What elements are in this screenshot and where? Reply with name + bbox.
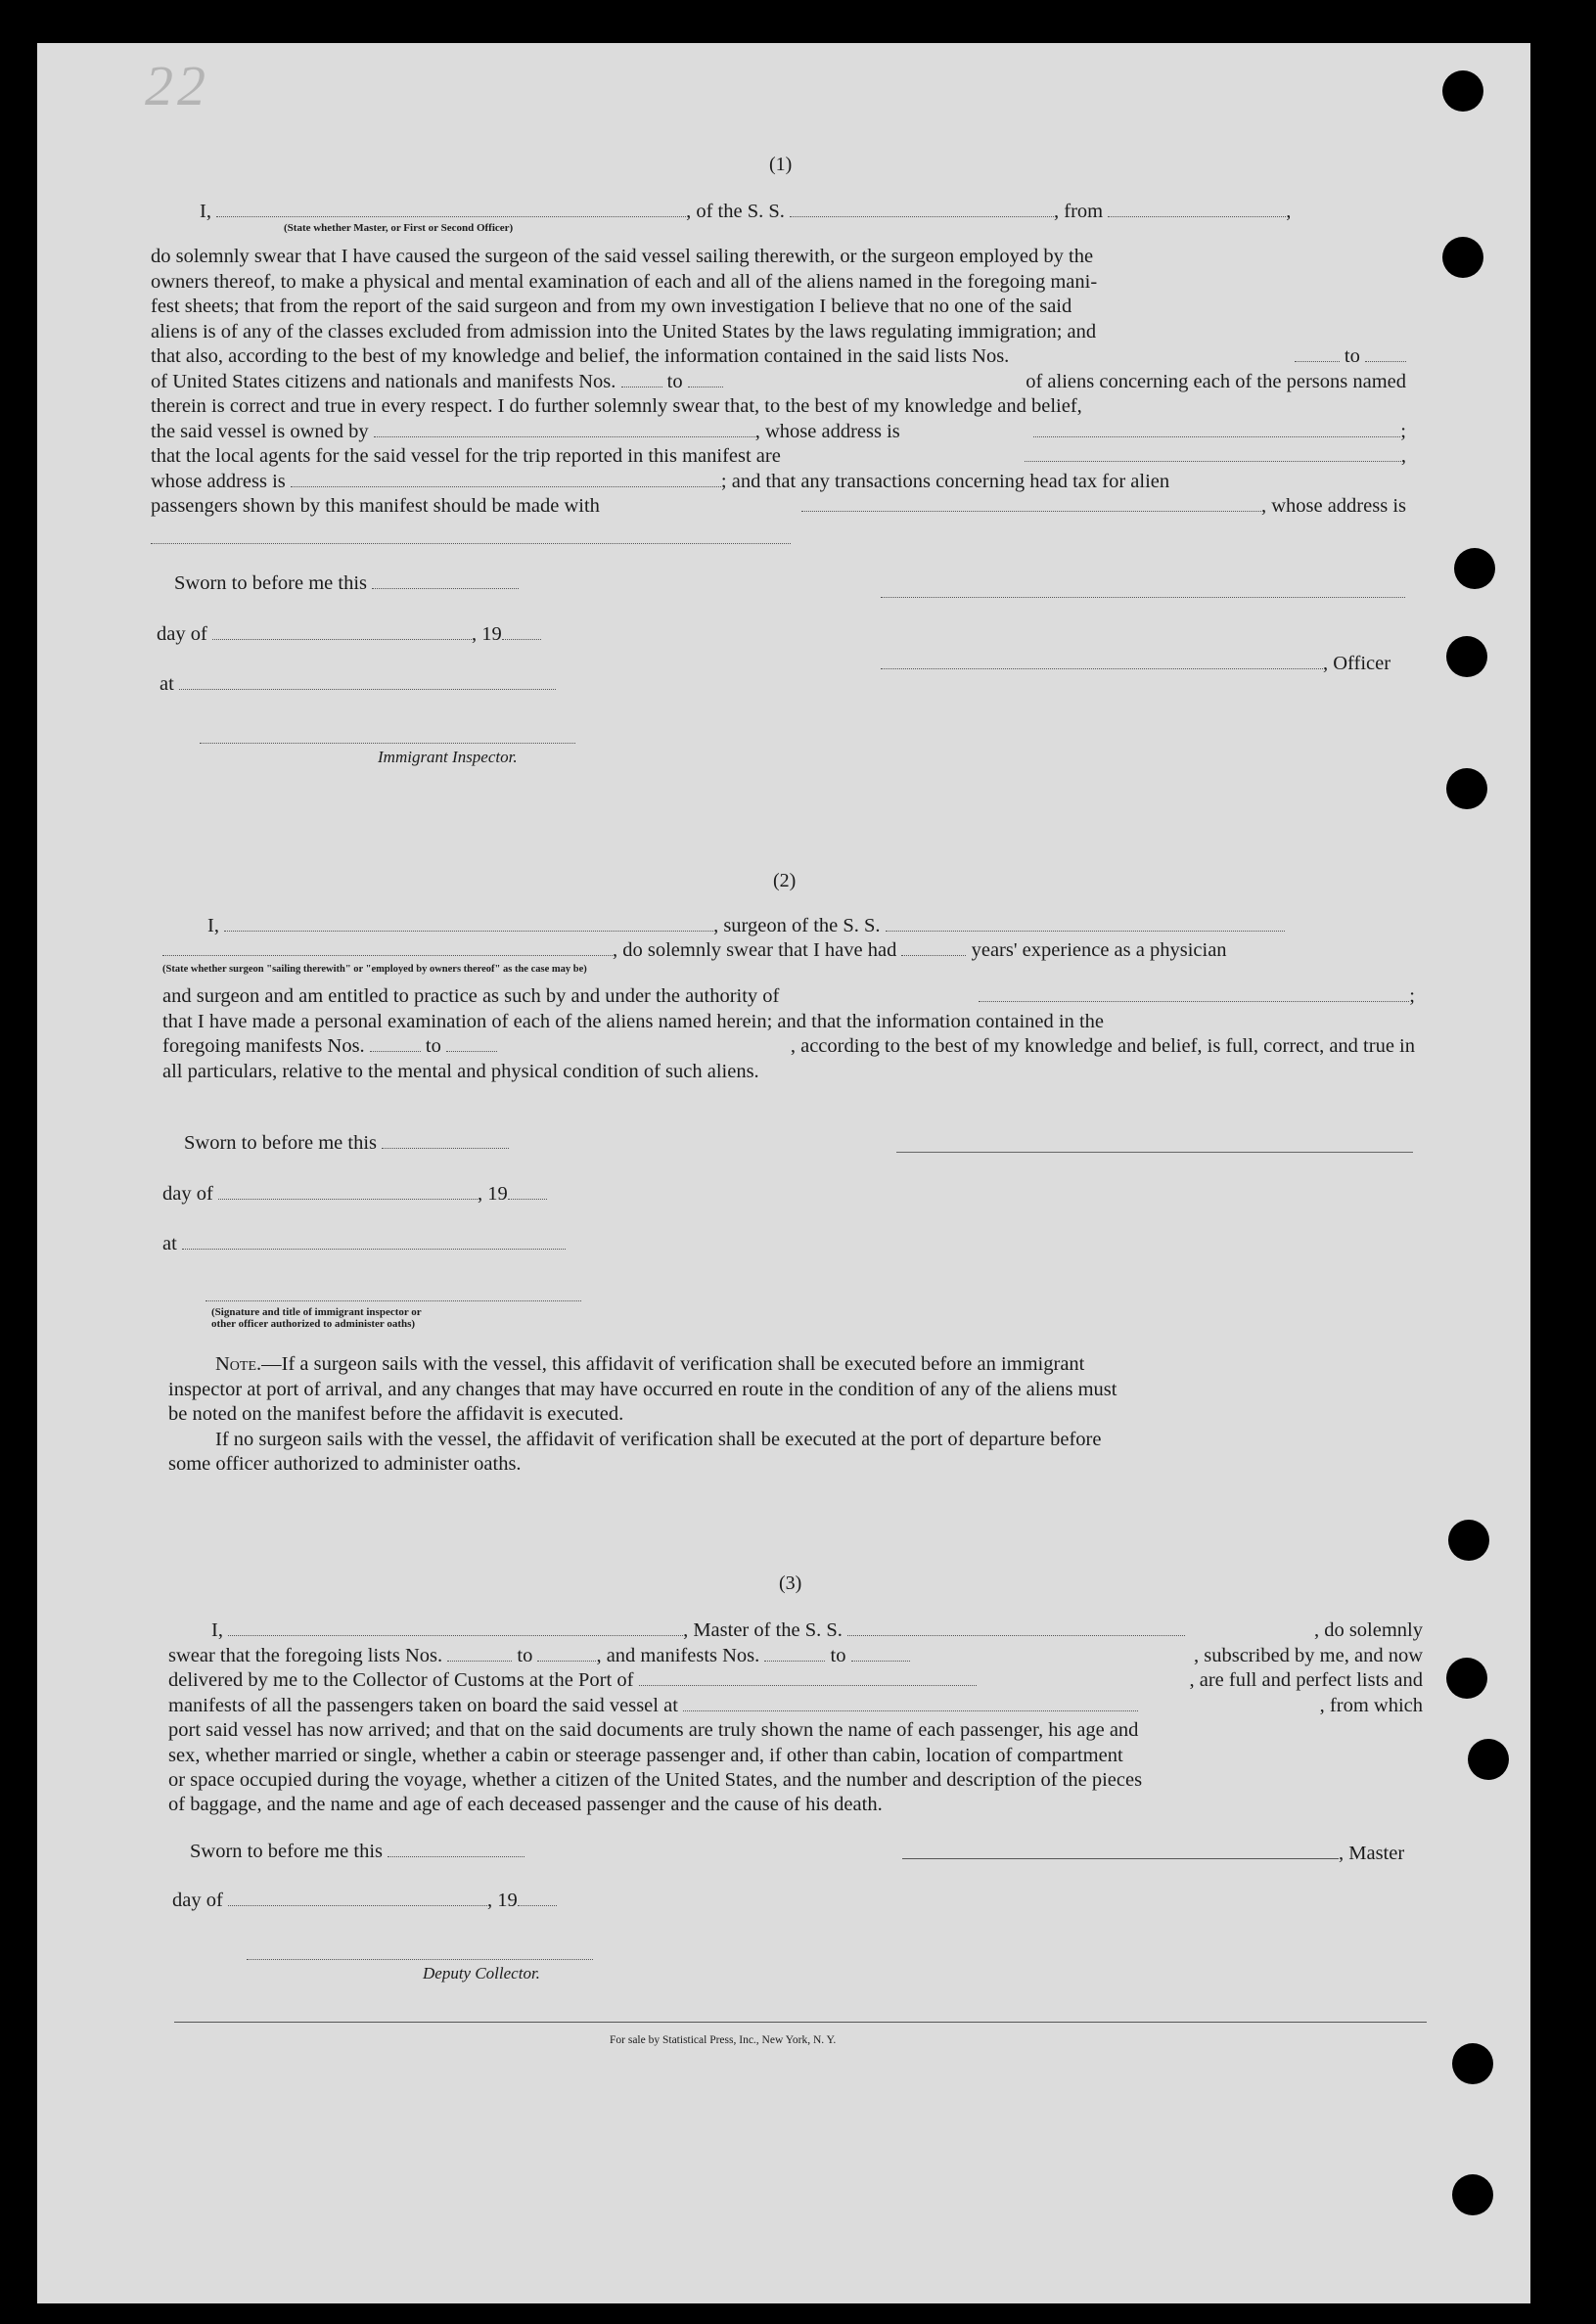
s1-line-1: I, , of the S. S. , from , bbox=[200, 201, 1292, 222]
s1-officer-signature-line[interactable] bbox=[881, 597, 1405, 598]
s2-month-blank[interactable] bbox=[218, 1183, 478, 1200]
s2-body bbox=[162, 984, 1415, 1084]
punch-hole bbox=[1452, 2043, 1493, 2084]
s1-sworn-date-blank[interactable] bbox=[372, 572, 519, 589]
head-tax-address-line[interactable] bbox=[151, 543, 791, 544]
punch-hole bbox=[1448, 1520, 1489, 1561]
s1-officer-title-blank[interactable] bbox=[881, 653, 1323, 669]
s1-line: aliens is of any of the classes excluded from admission into the United States by the laws regulating immigration; and bbox=[151, 320, 1097, 342]
s3-manifest-from-blank[interactable] bbox=[764, 1645, 825, 1662]
s3-vessel-blank[interactable] bbox=[847, 1619, 1185, 1636]
s2-dayof: day of , 19 bbox=[162, 1182, 547, 1208]
s1-line: fest sheets; that from the report of the said surgeon and from my own investigation I believe that no one of the said bbox=[151, 296, 1072, 317]
s2-sworn: Sworn to before me this bbox=[184, 1131, 509, 1157]
s1-line-10: that the local agents for the said vessel for the trip reported in this manifest are , bbox=[151, 445, 1406, 467]
owner-blank[interactable] bbox=[374, 421, 755, 437]
s2-line: that I have made a personal examination of each of the aliens named herein; and that the information contained in the bbox=[162, 1010, 1104, 1032]
lists-to-blank[interactable] bbox=[1365, 345, 1406, 362]
vessel-name-blank[interactable] bbox=[790, 201, 1054, 217]
s2-sig-caption-2: other officer authorized to administer oaths) bbox=[211, 1318, 416, 1330]
manifest-to-blank[interactable] bbox=[688, 371, 723, 387]
punch-hole bbox=[1454, 548, 1495, 589]
s3-sworn-date-blank[interactable] bbox=[388, 1841, 524, 1857]
s1-month-blank[interactable] bbox=[212, 623, 472, 640]
note-label: Note. bbox=[215, 1353, 262, 1375]
s2-sig-caption-1: (Signature and title of immigrant inspector or bbox=[211, 1306, 422, 1318]
s3-line: or space occupied during the voyage, whether a citizen of the United States, and the number and description of the pieces bbox=[168, 1769, 1143, 1791]
s2-at-blank[interactable] bbox=[182, 1233, 566, 1250]
s3-lists-from-blank[interactable] bbox=[447, 1645, 512, 1662]
s2-sworn-date-blank[interactable] bbox=[382, 1132, 509, 1149]
note-line-1: Note.—If a surgeon sails with the vessel, this affidavit of verification shall be executed before an immigrant bbox=[215, 1353, 1085, 1375]
s2-vessel-blank[interactable] bbox=[886, 915, 1285, 932]
s3-line-2: swear that the foregoing lists Nos. to , and manifests Nos. to , subscribed by me, and now bbox=[168, 1644, 1423, 1666]
s2-status-blank[interactable] bbox=[162, 939, 613, 956]
s3-port-blank[interactable] bbox=[639, 1669, 977, 1686]
s2-line-2: , do solemnly swear that I have had years' experience as a physician bbox=[162, 938, 1227, 964]
s3-line-3: delivered by me to the Collector of Customs at the Port of , are full and perfect lists and bbox=[168, 1669, 1423, 1691]
s2-years-blank[interactable] bbox=[901, 939, 966, 956]
s1-line-11: whose address is ; and that any transactions concerning head tax for alien bbox=[151, 470, 1170, 492]
s1-sworn: Sworn to before me this bbox=[174, 571, 519, 597]
master-officer-blank[interactable] bbox=[216, 201, 686, 217]
s1-at-blank[interactable] bbox=[179, 673, 556, 690]
s3-master-line: , Master bbox=[902, 1842, 1404, 1867]
s3-collector-title: Deputy Collector. bbox=[423, 1964, 540, 1982]
section-1-heading: (1) bbox=[769, 154, 793, 175]
s1-line-7: of United States citizens and nationals and manifests Nos. to of aliens concerning each of the persons named bbox=[151, 370, 1406, 392]
s3-line: port said vessel has now arrived; and that on the said documents are truly shown the name of each passenger, his age and bbox=[168, 1719, 1139, 1741]
s2-note bbox=[168, 1352, 1415, 1478]
s2-line-3: and surgeon and am entitled to practice as such by and under the authority of ; bbox=[162, 985, 1415, 1007]
s1-line: do solemnly swear that I have caused the surgeon of the said vessel sailing therewith, or the surgeon employed by the bbox=[151, 246, 1094, 267]
s3-line: sex, whether married or single, whether a cabin or steerage passenger and, if other than cabin, location of compartment bbox=[168, 1744, 1123, 1766]
punch-hole bbox=[1452, 2174, 1493, 2215]
manifest-from-blank[interactable] bbox=[621, 371, 662, 387]
footer-imprint: For sale by Statistical Press, Inc., New York, N. Y. bbox=[610, 2034, 837, 2046]
local-agents-blank[interactable] bbox=[1025, 445, 1401, 462]
s1-body bbox=[151, 245, 1406, 520]
s1-officer-line: , Officer bbox=[881, 652, 1391, 677]
s1-line: therein is correct and true in every respect. I do further solemnly swear that, to the best of my knowledge and belief, bbox=[151, 395, 1082, 417]
punch-hole bbox=[1446, 768, 1487, 809]
owner-address-blank[interactable] bbox=[1033, 421, 1400, 437]
punch-hole bbox=[1446, 636, 1487, 677]
section-3-heading: (3) bbox=[779, 1572, 802, 1594]
s1-line-6: that also, according to the best of my knowledge and belief, the information contained in the said lists Nos. to bbox=[151, 344, 1406, 370]
s2-manifest-to-blank[interactable] bbox=[446, 1035, 497, 1052]
s3-dayof: day of , 19 bbox=[172, 1889, 557, 1914]
s1-inspector-line[interactable] bbox=[200, 743, 575, 744]
s3-body bbox=[168, 1618, 1423, 1815]
s3-line-1: I, , Master of the S. S. , do solemnly bbox=[211, 1619, 1423, 1641]
page-mark: 22 bbox=[145, 54, 209, 117]
punch-hole bbox=[1446, 1658, 1487, 1699]
note-line: inspector at port of arrival, and any changes that may have occurred en route in the condition of any of the aliens must bbox=[168, 1378, 1117, 1400]
note-line: If no surgeon sails with the vessel, the affidavit of verification shall be executed at the port of departure before bbox=[215, 1428, 1102, 1450]
s2-at: at bbox=[162, 1232, 566, 1257]
document-page bbox=[37, 43, 1530, 2303]
s2-manifest-from-blank[interactable] bbox=[370, 1035, 421, 1052]
s2-name-blank[interactable] bbox=[224, 915, 713, 932]
punch-hole bbox=[1468, 1739, 1509, 1780]
s2-line: all particulars, relative to the mental and physical condition of such aliens. bbox=[162, 1060, 759, 1082]
s1-caption: (State whether Master, or First or Second Officer) bbox=[284, 222, 514, 234]
s1-at: at bbox=[160, 672, 556, 698]
s3-line-4: manifests of all the passengers taken on board the said vessel at , from which bbox=[168, 1694, 1423, 1716]
s1-year-blank[interactable] bbox=[502, 623, 541, 640]
s1-inspector-title: Immigrant Inspector. bbox=[378, 748, 518, 766]
s3-sworn: Sworn to before me this bbox=[190, 1840, 524, 1865]
footer-rule bbox=[174, 2022, 1427, 2023]
s2-line-1: I, , surgeon of the S. S. bbox=[207, 914, 1285, 939]
s2-authority-blank[interactable] bbox=[979, 985, 1409, 1002]
s2-line-5: foregoing manifests Nos. to , according to the best of my knowledge and belief, is full, correct, and true in bbox=[162, 1035, 1415, 1057]
s3-name-blank[interactable] bbox=[228, 1619, 683, 1636]
s2-caption: (State whether surgeon "sailing therewith" or "employed by owners thereof" as the case may be) bbox=[162, 964, 587, 975]
s3-month-blank[interactable] bbox=[228, 1890, 487, 1906]
lists-from-blank[interactable] bbox=[1295, 345, 1340, 362]
s1-dayof: day of , 19 bbox=[157, 622, 541, 648]
s2-year-blank[interactable] bbox=[508, 1183, 547, 1200]
s3-manifest-to-blank[interactable] bbox=[851, 1645, 910, 1662]
s1-line-12: passengers shown by this manifest should be made with , whose address is bbox=[151, 495, 1406, 517]
s3-year-blank[interactable] bbox=[518, 1890, 557, 1906]
punch-hole bbox=[1442, 70, 1483, 112]
note-line: be noted on the manifest before the affidavit is executed. bbox=[168, 1403, 624, 1425]
port-from-blank[interactable] bbox=[1108, 201, 1286, 217]
s1-line: owners thereof, to make a physical and mental examination of each and all of the aliens named in the foregoing mani- bbox=[151, 270, 1098, 293]
s3-collector-line[interactable] bbox=[247, 1959, 593, 1960]
note-line: some officer authorized to administer oaths. bbox=[168, 1453, 522, 1475]
s3-line: of baggage, and the name and age of each deceased passenger and the cause of his death. bbox=[168, 1793, 883, 1815]
s3-master-signature-blank[interactable] bbox=[902, 1843, 1339, 1859]
s2-surgeon-signature-line[interactable] bbox=[896, 1152, 1413, 1153]
s1-line-9: the said vessel is owned by , whose address is ; bbox=[151, 420, 1406, 442]
s3-lists-to-blank[interactable] bbox=[537, 1645, 596, 1662]
s2-inspector-line[interactable] bbox=[205, 1300, 581, 1301]
punch-hole bbox=[1442, 237, 1483, 278]
section-2-heading: (2) bbox=[773, 870, 797, 891]
agent-address-blank[interactable] bbox=[291, 471, 721, 487]
head-tax-agent-blank[interactable] bbox=[801, 495, 1261, 512]
s3-boarding-port-blank[interactable] bbox=[683, 1695, 1138, 1711]
